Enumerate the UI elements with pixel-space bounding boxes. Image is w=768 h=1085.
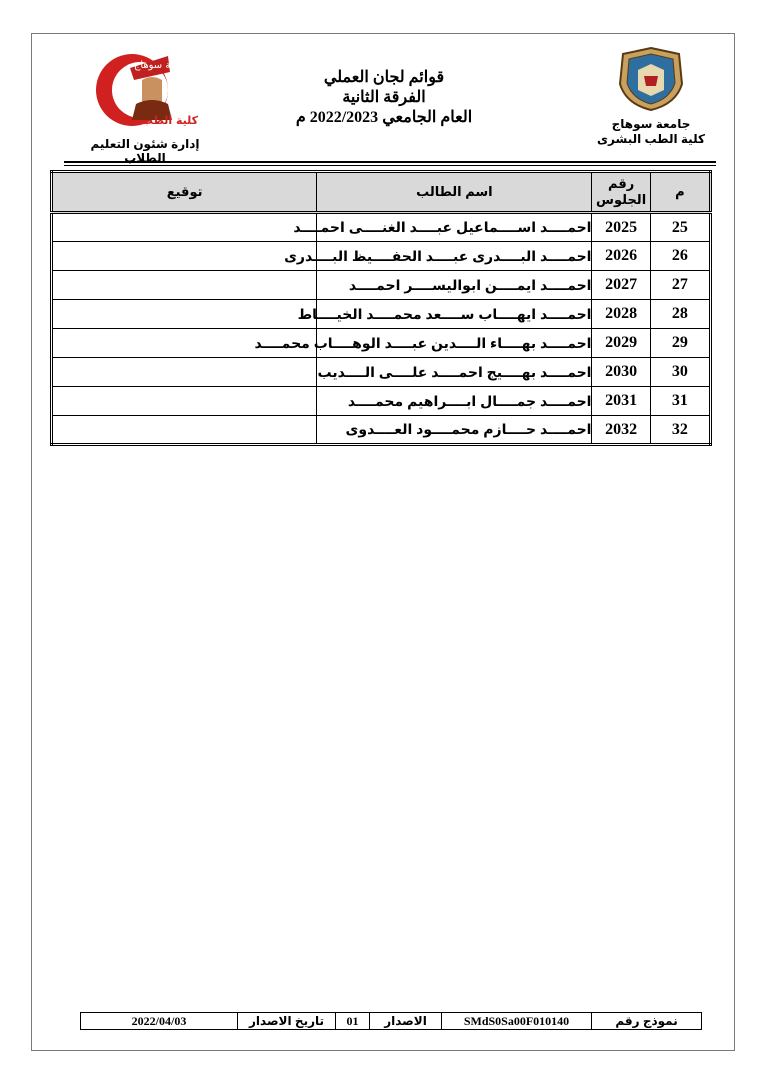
- form-code: SMdS0Sa00F010140: [441, 1013, 591, 1029]
- row-index: 27: [650, 271, 710, 300]
- table-row: [52, 387, 711, 416]
- student-name: احمــــد حــــازم محمــــود العــــدوى: [317, 416, 592, 445]
- form-footer: [80, 1012, 702, 1030]
- table-row: [52, 242, 711, 271]
- signature-cell: [52, 213, 317, 242]
- header-divider: [64, 161, 716, 163]
- row-index: 26: [650, 242, 710, 271]
- table-row: [52, 300, 711, 329]
- student-name: احمــــد ايمــــن ابواليســــر احمــــد: [317, 271, 592, 300]
- seat-number: 2027: [592, 271, 650, 300]
- table-header-row: [52, 172, 711, 213]
- signature-cell: [52, 416, 317, 445]
- signature-cell: [52, 271, 317, 300]
- department-name: إدارة شئون التعليم الطلاب: [90, 137, 200, 165]
- title-line-2: الفرقة الثانية: [342, 89, 426, 106]
- row-index: 32: [650, 416, 710, 445]
- table-row: [52, 213, 711, 242]
- student-table: [50, 170, 712, 446]
- student-name: احمــــد جمــــال ابــــراهيم محمــــد: [317, 387, 592, 416]
- form-number-label: نموذج رقم: [591, 1013, 701, 1029]
- seat-number: 2028: [592, 300, 650, 329]
- document-title: [250, 68, 518, 128]
- seat-number: 2031: [592, 387, 650, 416]
- seat-number: 2032: [592, 416, 650, 445]
- seat-number: 2026: [592, 242, 650, 271]
- row-index: 29: [650, 329, 710, 358]
- row-index: 31: [650, 387, 710, 416]
- column-header-index: م: [650, 172, 710, 213]
- table-row: [52, 358, 711, 387]
- seat-number: 2029: [592, 329, 650, 358]
- row-index: 25: [650, 213, 710, 242]
- logo-text-top: جامعة سوهاج: [133, 60, 191, 71]
- column-header-signature: توقيع: [52, 172, 317, 213]
- student-name: احمــــد بهــــاء الــــدين عبــــد الوهــــاب محمــــد: [317, 329, 592, 358]
- student-name: احمــــد البــــدرى عبــــد الحفــــيظ البــــدرى: [317, 242, 592, 271]
- title-line-3: العام الجامعي 2022/2023 م: [295, 109, 473, 126]
- university-seal-icon: [616, 46, 686, 112]
- signature-cell: [52, 242, 317, 271]
- faculty-logo-icon: [90, 50, 200, 130]
- university-name: جامعة سوهاج: [611, 117, 691, 131]
- table-row: [52, 271, 711, 300]
- faculty-logo-block: [70, 50, 220, 165]
- row-index: 30: [650, 358, 710, 387]
- signature-cell: [52, 387, 317, 416]
- seat-number: 2025: [592, 213, 650, 242]
- edition-number: 01: [335, 1013, 369, 1029]
- student-name: احمــــد ايهــــاب ســــعد محمــــد الخيــــاط: [317, 300, 592, 329]
- title-line-1: قوائم لجان العملي: [323, 69, 445, 86]
- column-header-name: اسم الطالب: [317, 172, 592, 213]
- signature-cell: [52, 358, 317, 387]
- edition-label: الاصدار: [369, 1013, 441, 1029]
- university-header: [596, 46, 706, 147]
- column-header-seat: رقم الجلوس: [592, 172, 650, 213]
- row-index: 28: [650, 300, 710, 329]
- table-row: [52, 416, 711, 445]
- table-row: [52, 329, 711, 358]
- student-name: احمــــد اســــماعيل عبــــد الغنــــى احمــــد: [317, 213, 592, 242]
- signature-cell: [52, 300, 317, 329]
- logo-text-bottom: كلية الطب: [141, 114, 199, 127]
- student-name: احمــــد بهــــيج احمــــد علــــى الــــديب: [317, 358, 592, 387]
- header-divider-thin: [64, 165, 716, 166]
- issue-date-label: تاريخ الاصدار: [237, 1013, 335, 1029]
- seat-number: 2030: [592, 358, 650, 387]
- faculty-name: كلية الطب البشرى: [597, 132, 705, 146]
- issue-date: 2022/04/03: [131, 1013, 187, 1028]
